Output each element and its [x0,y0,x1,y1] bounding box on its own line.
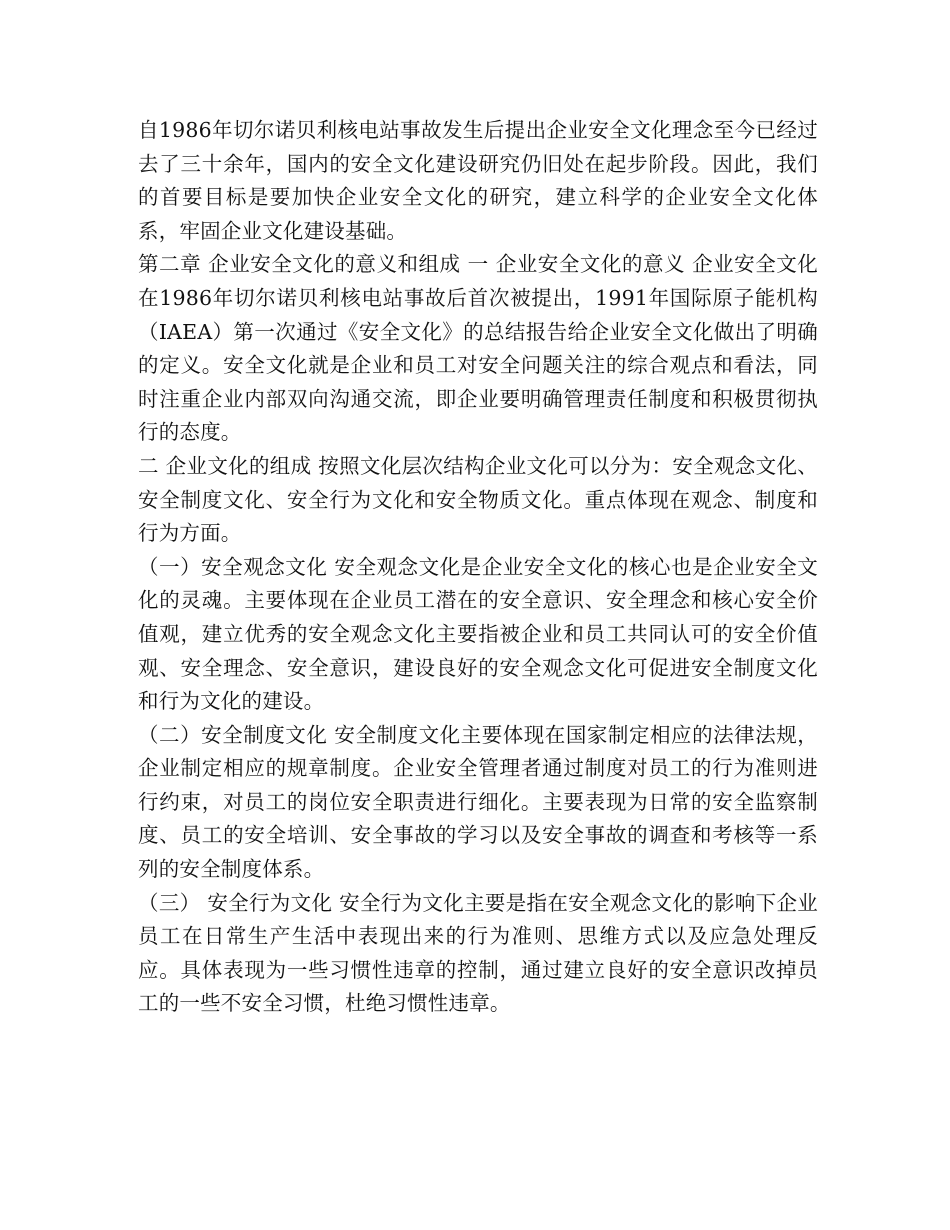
paragraph-safety-concept-culture: （一）安全观念文化 安全观念文化是企业安全文化的核心也是企业安全文化的灵魂。主要体现在企业员工潜在的安全意识、安全理念和核心安全价值观，建立优秀的安全观念文化主要指被企业和员工共同认可的安全价值观、安全理念、安全意识，建设良好的安全观念文化可促进安全制度文化和行为文化的建设。 [138,554,818,714]
document-page [138,114,818,1021]
paragraph-safety-behavior-culture: （三） 安全行为文化 安全行为文化主要是指在安全观念文化的影响下企业员工在日常生产生活中表现出来的行为准则、思维方式以及应急处理反应。具体表现为一些习惯性违章的控制，通过建立良好的安全意识改掉员工的一些不安全习惯，杜绝习惯性违章。 [138,890,818,1016]
paragraph-safety-system-culture: （二）安全制度文化 安全制度文化主要体现在国家制定相应的法律法规，企业制定相应的规章制度。企业安全管理者通过制度对员工的行为准则进行约束，对员工的岗位安全职责进行细化。主要表现为日常的安全监察制度、员工的安全培训、安全事故的学习以及安全事故的调查和考核等一系列的安全制度体系。 [138,722,818,882]
paragraph-intro: 自1986年切尔诺贝利核电站事故发生后提出企业安全文化理念至今已经过去了三十余年，国内的安全文化建设研究仍旧处在起步阶段。因此，我们的首要目标是要加快企业安全文化的研究，建立科学的企业安全文化体系，牢固企业文化建设基础。 [138,118,818,243]
paragraph-chapter-two-meaning: 第二章 企业安全文化的意义和组成 一 企业安全文化的意义 企业安全文化在1986年切尔诺贝利核电站事故后首次被提出，1991年国际原子能机构（IAEA）第一次通过《安全文化》的总结报告给企业安全文化做出了明确的定义。安全文化就是企业和员工对安全问题关注的综合观点和看法，同时注重企业内部双向沟通交流，即企业要明确管理责任制度和积极贯彻执行的态度。 [138,252,818,445]
paragraph-culture-composition: 二 企业文化的组成 按照文化层次结构企业文化可以分为：安全观念文化、安全制度文化、安全行为文化和安全物质文化。重点体现在观念、制度和行为方面。 [138,453,818,546]
